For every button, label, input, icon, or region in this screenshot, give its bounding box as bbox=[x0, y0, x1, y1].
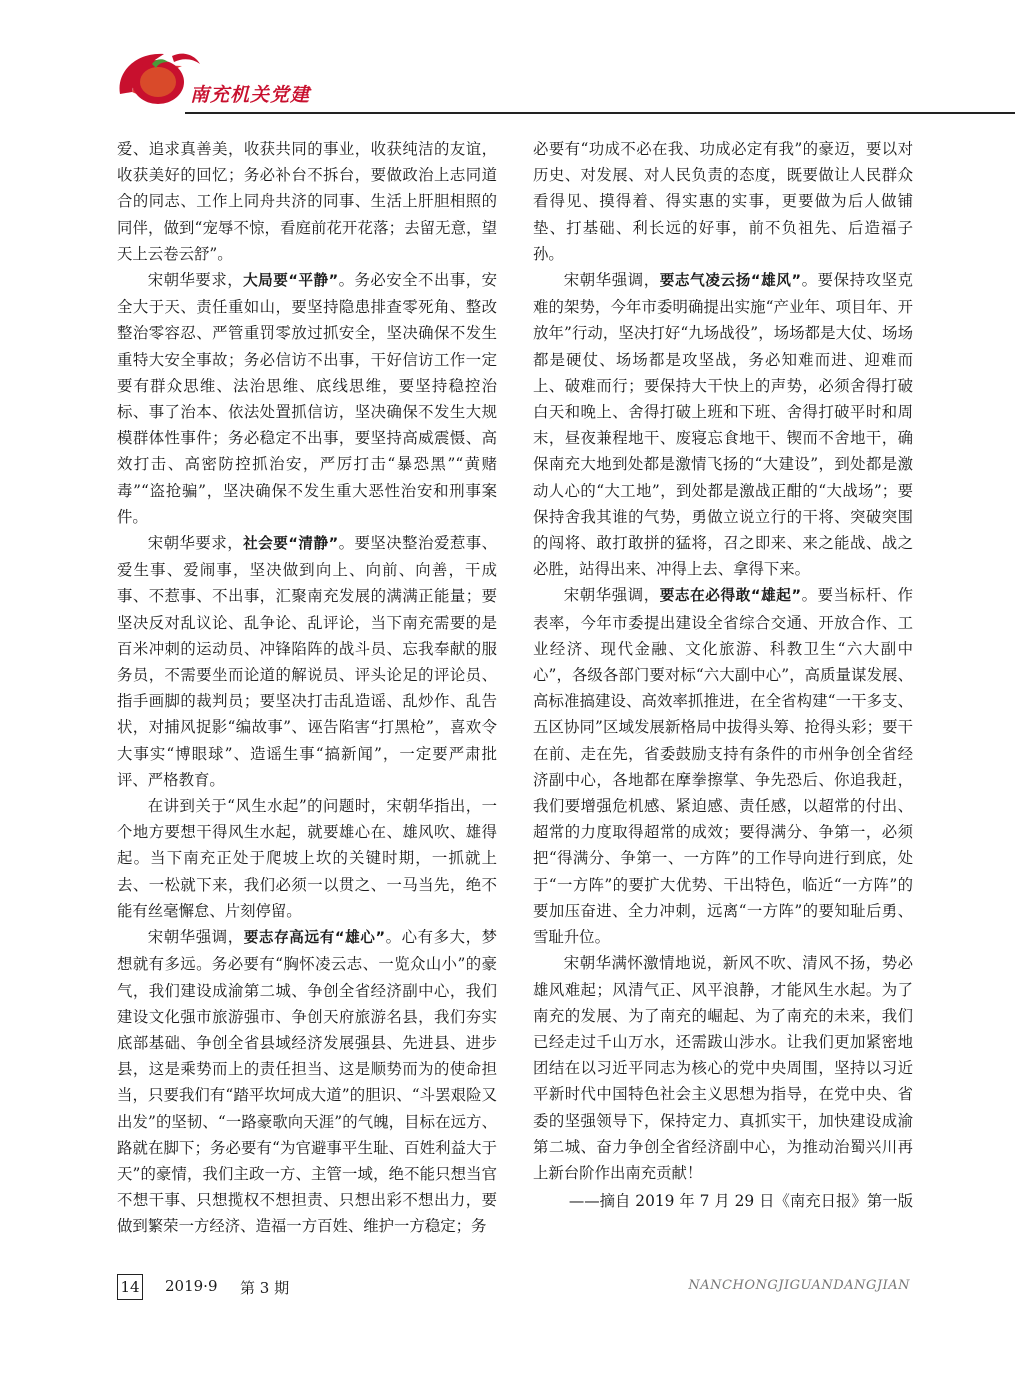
section-heading: 要志存高远有“雄心” bbox=[243, 929, 386, 947]
paragraph: 爱、追求真善美，收获共同的事业，收获纯洁的友谊，收获美好的回忆；务必补台不拆台，要做政治上志同道合的同志、工作上同舟共济的同事、生活上肝胆相照的同伴，做到“宠辱不惊，看庭前花开花落；去留无意，望天上云卷云舒”。 bbox=[117, 140, 497, 263]
magazine-name: 南充机关党建 bbox=[190, 84, 311, 106]
page-number: 14 bbox=[117, 1274, 143, 1300]
section-heading: 大局要“平静” bbox=[243, 272, 339, 290]
left-column bbox=[117, 136, 497, 1240]
page-footer bbox=[0, 1270, 1015, 1310]
paragraph: 宋朝华要求，大局要“平静”。务必安全不出事，安全大于天、责任重如山，要坚持隐患排查零死角、整改整治零容忍、严管重罚零放过抓安全，坚决确保不发生重特大安全事故；务必信访不出事，干好信访工作一定要有群众思维、法治思维、底线思维，要坚持稳控治标、事了治本、依法处置抓信访，坚决确保不发生大规模群体性事件；务必稳定不出事，要坚持高威震慑、高效打击、高密防控抓治安，严厉打击“暴恐黑”“黄赌毒”“盗抢骗”，坚决确保不发生重大恶性治安和刑事案件。 bbox=[117, 271, 497, 526]
paragraph: 宋朝华要求，社会要“清静”。要坚决整治爱惹事、爱生事、爱闹事，坚决做到向上、向前、向善，干成事、不惹事、不出事，汇聚南充发展的满满正能量；要坚决反对乱议论、乱争论、乱评论，当下南充需要的是百米冲刺的运动员、冲锋陷阵的战斗员、忘我奉献的服务员，不需要坐而论道的解说员、评头论足的评论员、指手画脚的裁判员；要坚决打击乱造谣、乱炒作、乱告状，对捕风捉影“编故事”、诬告陷害“打黑枪”，喜欢令大事实“博眼球”、造谣生事“搞新闻”，一定要严肃批评、严格教育。 bbox=[117, 534, 497, 789]
section-heading: 要志气凌云扬“雄风” bbox=[659, 272, 802, 290]
paragraph: 宋朝华强调，要志气凌云扬“雄风”。要保持攻坚克难的架势，今年市委明确提出实施“产业年、项目年、开放年”行动，坚决打好“九场战役”，场场都是大仗、场场都是硬仗、场场都是攻坚战，务必知难而进、迎难而上、破难而行；要保持大干快上的声势，必须舍得打破白天和晚上、舍得打破上班和下班、舍得打破平时和周末，昼夜兼程地干、废寝忘食地干、锲而不舍地干，确保南充大地到处都是激情飞扬的“大建设”，到处都是激动人心的“大工地”，到处都是激战正酣的“大战场”；要保持舍我其谁的气势，勇做立说立行的干将、突破突围的闯将、敢打敢拼的猛将，召之即来、来之能战、战之必胜，站得出来、冲得上去、拿得下来。 bbox=[533, 271, 913, 579]
paragraph: 宋朝华强调，要志在必得敢“雄起”。要当标杆、作表率，今年市委提出建设全省综合交通、开放合作、工业经济、现代金融、文化旅游、科教卫生“六大副中心”，各级各部门要对标“六大副中心”，高质量谋发展、高标准搞建设、高效率抓推进，在全省构建“一干多支、五区协同”区域发展新格局中拔得头筹、抢得头彩；要干在前、走在先，省委鼓励支持有条件的市州争创全省经济副中心，各地都在摩拳擦掌、争先恐后、你追我赶，我们要增强危机感、紧迫感、责任感，以超常的付出、超常的力度取得超常的成效；要得满分、争第一，必须把“得满分、争第一、一方阵”的工作导向进行到底，处于“一方阵”的要扩大优势、干出特色，临近“一方阵”的要加压奋进、全力冲刺，远离“一方阵”的要知耻后勇、雪耻升位。 bbox=[533, 586, 913, 947]
paragraph: 必要有“功成不必在我、功成必定有我”的豪迈，要以对历史、对发展、对人民负责的态度，既要做让人民群众看得见、摸得着、得实惠的实事，更要做为后人做铺垫、打基础、利长远的好事，前不负祖先、后造福子孙。 bbox=[533, 140, 913, 263]
right-column bbox=[533, 136, 913, 1214]
party-emblem-logo-icon bbox=[112, 42, 202, 112]
source-note: ——摘自 2019 年 7 月 29 日《南充日报》第一版 bbox=[568, 1192, 913, 1211]
section-heading: 社会要“清静” bbox=[243, 535, 339, 553]
paragraph: 宋朝华强调，要志存高远有“雄心”。心有多大，梦想就有多远。务必要有“胸怀凌云志、一览众山小”的豪气，我们建设成渝第二城、争创全省经济副中心，我们建设文化强市旅游强市、争创天府旅游名县，我们夯实底部基础、争创全省县域经济发展强县、先进县、进步县，这是乘势而上的责任担当、这是顺势而为的使命担当，只要我们有“踏平坎坷成大道”的胆识、“斗罢艰险又出发”的坚韧、“一路豪歌向天涯”的气魄，目标在远方、路就在脚下；务必要有“为官避事平生耻、百姓利益大于天”的豪情，我们主政一方、主管一域，绝不能只想当官不想干事、只想揽权不想担责、只想出彩不想出力，要做到繁荣一方经济、造福一方百姓、维护一方稳定；务 bbox=[117, 928, 497, 1236]
paragraph: 宋朝华满怀激情地说，新风不吹、清风不扬，势必雄风难起；风清气正、风平浪静，才能风生水起。为了南充的发展、为了南充的崛起、为了南充的未来，我们已经走过千山万水，还需跋山涉水。让我们更加紧密地团结在以习近平同志为核心的党中央周围，坚持以习近平新时代中国特色社会主义思想为指导，在党中央、省委的坚强领导下，保持定力、真抓实干，加快建设成渝第二城、奋力争创全省经济副中心，为推动治蜀兴川再上新台阶作出南充贡献！ bbox=[533, 954, 913, 1182]
section-heading: 要志在必得敢“雄起” bbox=[659, 587, 802, 605]
paragraph: 在讲到关于“风生水起”的问题时，宋朝华指出，一个地方要想干得风生水起，就要雄心在、雄风吹、雄得起。当下南充正处于爬坡上坎的关键时期，一抓就上去、一松就下来，我们必须一以贯之、一马当先，绝不能有丝毫懈怠、片刻停留。 bbox=[117, 797, 497, 920]
header-divider bbox=[185, 112, 1015, 114]
journal-pinyin-title: NANCHONGJIGUANDANGJIAN bbox=[688, 1278, 910, 1293]
issue-date: 2019·9 bbox=[165, 1277, 218, 1295]
page-header bbox=[0, 0, 1015, 130]
issue-number: 第 3 期 bbox=[240, 1279, 290, 1297]
